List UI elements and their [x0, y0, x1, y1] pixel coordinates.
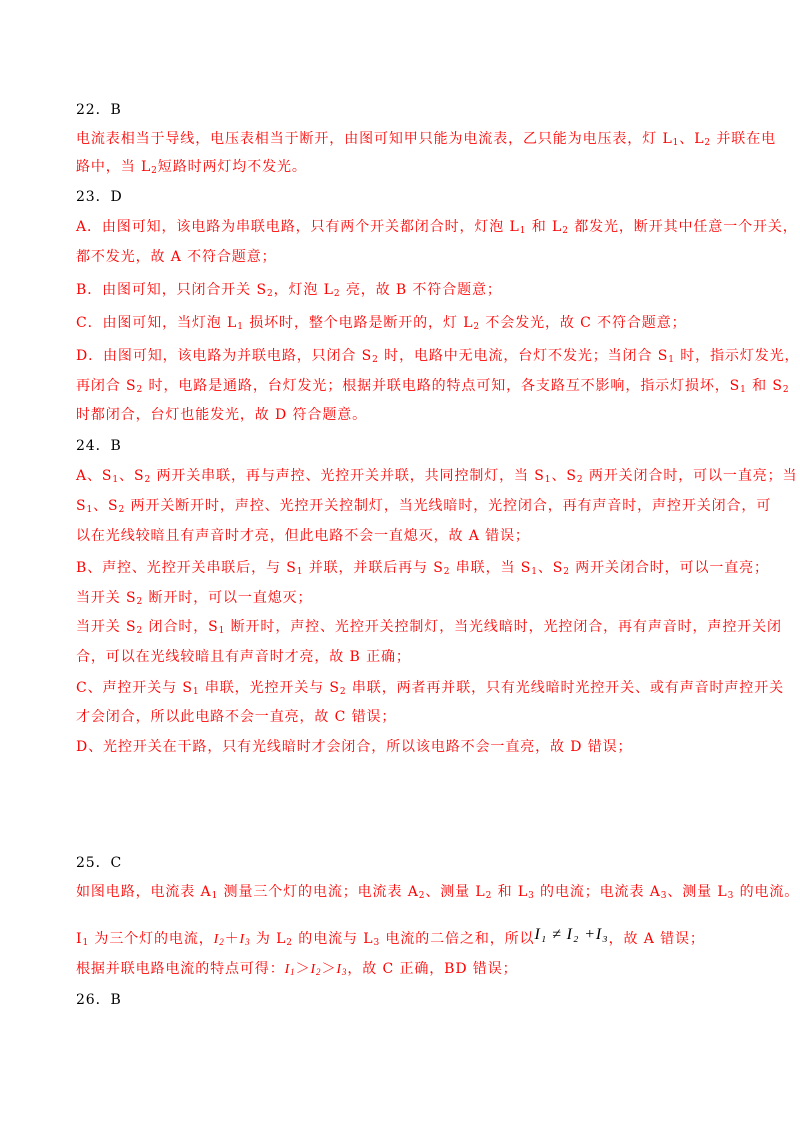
q23-option-d-line-1: D．由图可知，该电路为并联电路，只闭合 $S_2$ 时，电路中无电流，台灯不发光；当闭合 $S_1$ 时，指示灯发光， — [76, 348, 800, 365]
q23-option-c: C．由图可知，当灯泡 $L_1$ 损坏时，整个电路是断开的，灯 $L_2$ 不会发光，故 C 不符合题意； — [76, 315, 687, 332]
q24-option-a-line-3: 以在光线较暗且有声音时才亮，但此电路不会一直熄灭，故 A 错误； — [76, 528, 530, 544]
q24-header: 24．B — [76, 438, 122, 454]
q23-option-a-line-2: 都不发光，故 A 不符合题意； — [76, 249, 277, 265]
q23-option-d-line-2: 再闭合 $S_2$ 时，电路是通路，台灯发光；根据并联电路的特点可知，各支路互不影响，指示灯损坏，$S_1$ 和 $S_2$ — [76, 378, 790, 395]
q25-line-1: 如图电路，电流表 $A_1$ 测量三个灯的电流；电流表 $A_2$、测量 $L_2$ 和 $L_3$ 的电流；电流表 $A_3$、测量 $L_3$ 的电流。 — [76, 884, 800, 901]
current-inequality-formula: I₁ ≠ I₂ +I₃ — [534, 926, 609, 943]
q25-line-2: $I_1$ 为三个灯的电流，$I_2+I_3$ 为 $L_2$ 的电流与 $L_3$ 电流的二倍之和，所以I₁ ≠ I₂ +I₃，故 A 错误； — [76, 926, 705, 948]
q22-header: 22．B — [76, 102, 122, 118]
q25-header: 25．C — [76, 855, 123, 871]
q24-option-a-line-2: $S_1$、$S_2$ 两开关断开时，声控、光控开关控制灯，当光线暗时，光控闭合，再有声音时，声控开关闭合，可 — [76, 498, 772, 515]
q25-line-3: 根据并联电路电流的特点可得：$I_1>I_2>I_3$，故 C 正确，BD 错误； — [76, 961, 518, 977]
q24-option-b-line-4: 合，可以在光线较暗且有声音时才亮，故 B 正确； — [76, 649, 411, 665]
q22-line-2: 路中，当 $L_2$短路时两灯均不发光。 — [76, 159, 307, 176]
q24-option-a-line-1: A、$S_1$、$S_2$ 两开关串联，再与声控、光控开关并联，共同控制灯，当 $S_1$、$S_2$ 两开关闭合时，可以一直亮；当 — [76, 468, 798, 485]
q23-header: 23．D — [76, 189, 123, 205]
q22-line-1: 电流表相当于导线，电压表相当于断开，由图可知甲只能为电流表，乙只能为电压表，灯 $L_1$、$L_2$ 并联在电 — [76, 131, 776, 148]
q23-option-d-line-3: 时都闭合，台灯也能发光，故 D 符合题意。 — [76, 407, 368, 423]
q23-option-b: B．由图可知，只闭合开关 $S_2$，灯泡 $L_2$ 亮，故 B 不符合题意； — [76, 282, 502, 299]
q24-option-b-line-3: 当开关 $S_2$ 闭合时，$S_1$ 断开时，声控、光控开关控制灯，当光线暗时，光控闭合，再有声音时，声控开关闭 — [76, 619, 782, 636]
q23-option-a-line-1: A．由图可知，该电路为串联电路，只有两个开关都闭合时，灯泡 $L_1$ 和 $L_2$ 都发光，断开其中任意一个开关， — [76, 219, 798, 236]
q24-option-c-line-1: C、声控开关与 $S_1$ 串联，光控开关与 $S_2$ 串联，两者再并联，只有光线暗时光控开关、或有声音时声控开关 — [76, 680, 784, 697]
q24-option-c-line-2: 才会闭合，所以此电路不会一直亮，故 C 错误； — [76, 709, 397, 725]
q24-option-b-line-1: B、声控、光控开关串联后，与 $S_1$ 并联，并联后再与 $S_2$ 串联，当 $S_1$、$S_2$ 两开关闭合时，可以一直亮； — [76, 560, 769, 577]
q24-option-b-line-2: 当开关 $S_2$ 断开时，可以一直熄灭； — [76, 590, 313, 607]
q24-option-d: D、光控开关在干路，只有光线暗时才会闭合，所以该电路不会一直亮，故 D 错误； — [76, 739, 633, 755]
q26-header: 26．B — [76, 992, 122, 1008]
